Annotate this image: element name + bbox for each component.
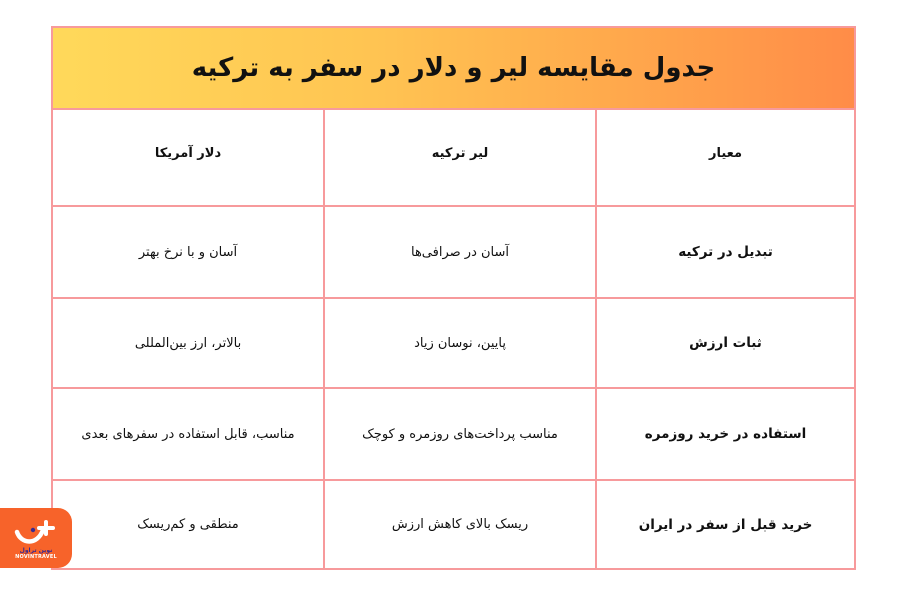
table-title-bar [53, 28, 854, 110]
header-lira: لیر ترکیه [325, 110, 597, 207]
table-title: جدول مقایسه لیر و دلار در سفر به ترکیه [191, 53, 716, 83]
cell-criterion: تبدیل در ترکیه [597, 207, 854, 299]
brand-logo [0, 508, 72, 568]
cell-dollar: بالاتر، ارز بین‌المللی [53, 299, 325, 389]
cell-dollar: مناسب، قابل استفاده در سفرهای بعدی [53, 389, 325, 481]
table-grid [53, 110, 854, 568]
cell-lira: پایین، نوسان زیاد [325, 299, 597, 389]
cell-criterion: استفاده در خرید روزمره [597, 389, 854, 481]
logo-text-en: NOVINTRAVEL [15, 554, 57, 560]
cell-dollar: آسان و با نرخ بهتر [53, 207, 325, 299]
cell-lira: آسان در صرافی‌ها [325, 207, 597, 299]
comparison-table [51, 26, 856, 570]
header-criterion: معیار [597, 110, 854, 207]
cell-criterion: ثبات ارزش [597, 299, 854, 389]
cell-lira: ریسک بالای کاهش ارزش [325, 481, 597, 568]
plane-smile-icon [13, 520, 59, 546]
cell-dollar: منطقی و کم‌ریسک [53, 481, 325, 568]
logo-text-fa: نوین تراول [19, 547, 53, 554]
cell-lira: مناسب پرداخت‌های روزمره و کوچک [325, 389, 597, 481]
header-dollar: دلار آمریکا [53, 110, 325, 207]
cell-criterion: خرید قبل از سفر در ایران [638, 516, 813, 533]
